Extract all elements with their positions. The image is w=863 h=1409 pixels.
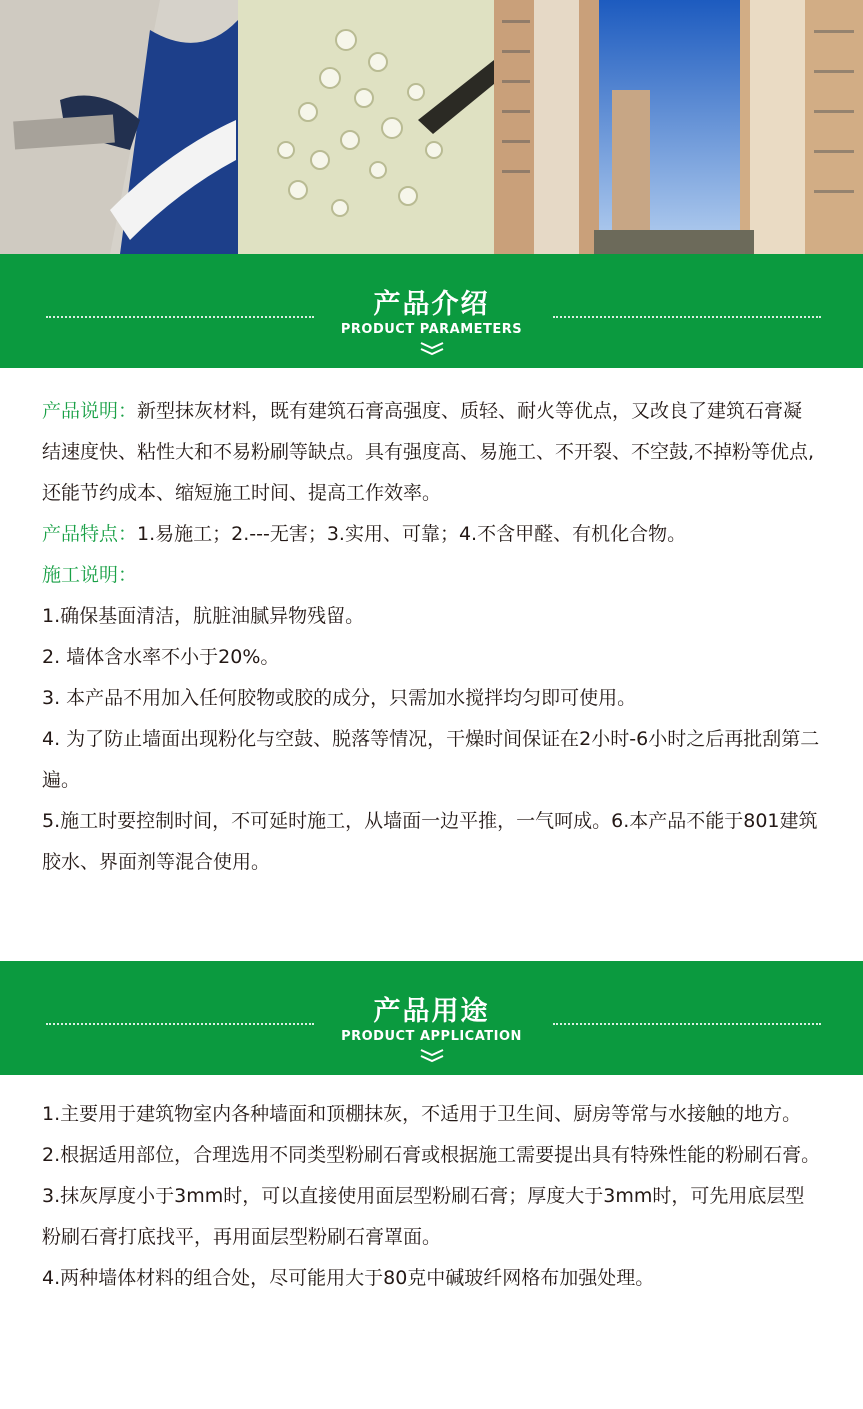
section-header-product-application	[0, 961, 863, 1075]
dotted-divider-right	[553, 316, 821, 318]
section-title: 产品介绍	[373, 289, 490, 320]
list-item: 2.根据适用部位，合理选用不同类型粉刷石膏或根据施工需要提出具有特殊性能的粉刷石膏。	[42, 1144, 821, 1166]
product-features	[42, 514, 821, 555]
description-label: 产品说明：	[42, 400, 138, 422]
dotted-divider-right	[553, 1023, 821, 1025]
product-application-content	[0, 1094, 863, 1299]
gypsum-surface-closeup-photo	[238, 0, 494, 254]
list-item: 2. 墙体含水率不小于20%。	[42, 646, 280, 668]
features-text: 1.易施工；2.---无害；3.实用、可靠；4.不含甲醛、有机化合物。	[137, 523, 687, 545]
product-intro-content	[0, 368, 863, 883]
section-subtitle: PRODUCT PARAMETERS	[340, 322, 523, 337]
description-text: 新型抹灰材料，既有建筑石膏高强度、质轻、耐火等优点，又改良了建筑石膏凝结速度快、粘性大和不易粉刷等缺点。具有强度高、易施工、不开裂、不空鼓,不掉粉等优点,还能节约成本、缩短施工时间、提高工作效率。	[42, 400, 815, 504]
section-title: 产品用途	[373, 996, 490, 1027]
double-chevron-down-icon	[420, 340, 444, 356]
list-item: 4. 为了防止墙面出现粉化与空鼓、脱落等情况，干燥时间保证在2小时-6小时之后再批刮第二遍。	[42, 728, 820, 791]
list-item: 1.主要用于建筑物室内各种墙面和顶棚抹灰，不适用于卫生间、厨房等常与水接触的地方。	[42, 1103, 802, 1125]
list-item: 5.施工时要控制时间，不可延时施工，从墙面一边平推，一气呵成。6.本产品不能于801建筑胶水、界面剂等混合使用。	[42, 810, 818, 873]
photo-strip	[0, 0, 863, 254]
double-chevron-down-icon	[420, 1047, 444, 1063]
list-item: 1.确保基面清洁，肮脏油腻异物残留。	[42, 605, 365, 627]
dotted-divider-left	[46, 1023, 314, 1025]
residential-buildings-photo	[494, 0, 863, 254]
list-item: 3.抹灰厚度小于3mm时，可以直接使用面层型粉刷石膏；厚度大于3mm时，可先用底层型粉刷石膏打底找平，再用面层型粉刷石膏罩面。	[42, 1185, 805, 1248]
dotted-divider-left	[46, 316, 314, 318]
construction-label: 施工说明：	[42, 564, 138, 586]
list-item: 4.两种墙体材料的组合处，尽可能用大于80克中碱玻纤网格布加强处理。	[42, 1267, 655, 1289]
features-label: 产品特点：	[42, 523, 138, 545]
section-subtitle: PRODUCT APPLICATION	[341, 1029, 522, 1044]
product-description	[42, 391, 821, 514]
list-item: 3. 本产品不用加入任何胶物或胶的成分，只需加水搅拌均匀即可使用。	[42, 687, 637, 709]
plastering-worker-photo	[0, 0, 238, 254]
section-header-product-intro	[0, 254, 863, 368]
